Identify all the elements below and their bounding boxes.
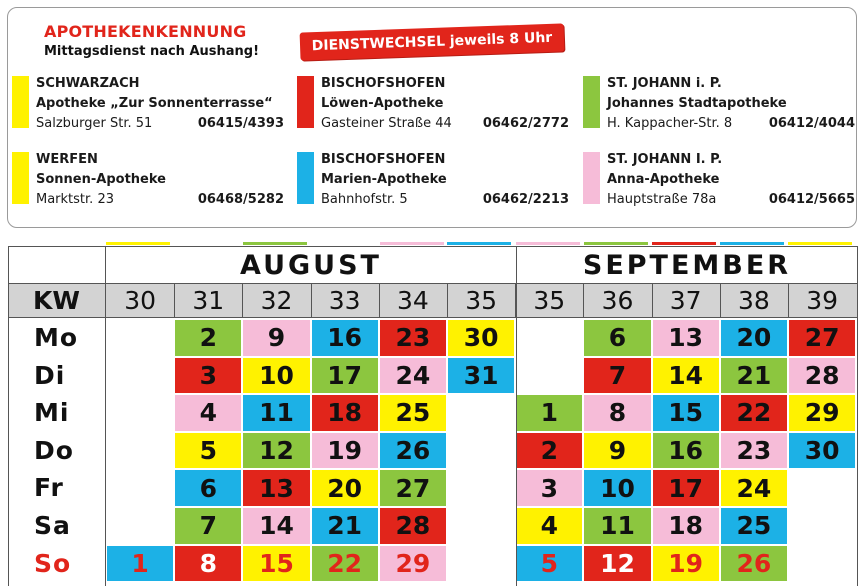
day-cell: 15	[653, 395, 719, 431]
day-cell: 14	[243, 508, 309, 544]
color-mark	[584, 242, 648, 245]
pharmacy-entry	[583, 72, 855, 132]
pharmacy-phone: 06412/4044	[768, 116, 855, 131]
day-cell: 11	[243, 395, 309, 431]
grid-line	[857, 246, 858, 586]
day-cell: 12	[584, 546, 650, 582]
day-cell: 28	[380, 508, 446, 544]
grid-line	[720, 283, 721, 318]
color-swatch	[297, 152, 314, 204]
grid-line	[652, 283, 653, 318]
pharmacy-street: H. Kappacher-Str. 8	[607, 116, 733, 131]
day-cell: 6	[175, 470, 241, 506]
pharmacy-name: Löwen-Apotheke	[321, 96, 444, 111]
color-mark	[380, 242, 444, 245]
pharmacy-name: Anna-Apotheke	[607, 172, 720, 187]
grid-line	[515, 283, 516, 318]
color-mark	[447, 242, 511, 245]
grid-line	[174, 283, 175, 318]
pharmacy-entry	[297, 72, 569, 132]
day-cell: 10	[584, 470, 650, 506]
day-cell: 17	[312, 358, 378, 394]
week-number: 35	[533, 286, 566, 315]
day-cell: 13	[653, 320, 719, 356]
pharmacy-city: BISCHOFSHOFEN	[321, 76, 446, 91]
day-cell: 19	[312, 433, 378, 469]
week-number: 38	[737, 286, 770, 315]
day-cell: 30	[789, 433, 855, 469]
day-cell: 11	[584, 508, 650, 544]
day-cell: 4	[516, 508, 582, 544]
week-number: 34	[396, 286, 429, 315]
day-cell: 7	[175, 508, 241, 544]
pharmacy-phone: 06468/5282	[197, 192, 284, 207]
day-cell: 29	[380, 546, 446, 582]
color-mark	[788, 242, 852, 245]
pharmacy-street: Bahnhofstr. 5	[321, 192, 408, 207]
day-cell: 1	[516, 395, 582, 431]
day-cell: 21	[721, 358, 787, 394]
day-cell: 16	[312, 320, 378, 356]
day-cell: 8	[584, 395, 650, 431]
week-number: 30	[124, 286, 156, 315]
weekday-label: So	[34, 548, 72, 578]
day-cell: 28	[789, 358, 855, 394]
day-cell: 18	[653, 508, 719, 544]
day-cell: 9	[584, 433, 650, 469]
pharmacy-phone: 06415/4393	[197, 116, 284, 131]
grid-line	[379, 283, 380, 318]
color-swatch	[583, 76, 600, 128]
day-cell: 18	[312, 395, 378, 431]
day-cell: 13	[243, 470, 309, 506]
duty-calendar	[0, 242, 865, 586]
day-cell: 12	[243, 433, 309, 469]
day-cell: 23	[380, 320, 446, 356]
day-cell: 27	[789, 320, 855, 356]
grid-line	[311, 283, 312, 318]
weekday-label: Sa	[34, 511, 71, 540]
day-cell: 31	[448, 358, 514, 394]
week-number: 39	[806, 286, 838, 315]
pharmacy-phone: 06462/2213	[482, 192, 569, 207]
weekday-label: Mi	[34, 398, 70, 428]
day-cell: 27	[380, 470, 446, 506]
pharmacy-name: Johannes Stadtapotheke	[607, 96, 787, 111]
day-cell: 1	[107, 546, 173, 582]
shift-change-banner: DIENSTWECHSEL jeweils 8 Uhr	[300, 23, 565, 60]
color-swatch	[297, 76, 314, 128]
pharmacy-city: ST. JOHANN i. P.	[607, 76, 722, 91]
week-number: 33	[328, 286, 361, 315]
grid-line	[788, 283, 789, 318]
color-mark	[243, 242, 307, 245]
pharmacy-city: SCHWARZACH	[36, 76, 140, 91]
weekday-label: Di	[34, 360, 66, 390]
pharmacy-legend	[7, 7, 857, 228]
day-cell: 30	[448, 320, 514, 356]
day-cell: 20	[312, 470, 378, 506]
day-cell: 3	[175, 358, 241, 394]
grid-line	[8, 283, 858, 284]
day-cell: 5	[175, 433, 241, 469]
week-label: KW	[33, 286, 80, 315]
pharmacy-city: BISCHOFSHOFEN	[321, 152, 446, 167]
pharmacy-phone: 06462/2772	[482, 116, 569, 131]
pharmacy-city: ST. JOHANN I. P.	[607, 152, 723, 167]
day-cell: 17	[653, 470, 719, 506]
day-cell: 3	[516, 470, 582, 506]
day-cell: 7	[584, 358, 650, 394]
legend-title: APOTHEKENKENNUNG	[44, 22, 247, 41]
pharmacy-name: Apotheke „Zur Sonnenterrasse“	[36, 96, 273, 111]
day-cell: 14	[653, 358, 719, 394]
color-swatch	[583, 152, 600, 204]
pharmacy-entry	[12, 148, 284, 208]
grid-line	[8, 246, 858, 247]
day-cell: 15	[243, 546, 309, 582]
day-cell: 26	[721, 546, 787, 582]
week-number: 35	[465, 286, 497, 315]
day-cell: 22	[312, 546, 378, 582]
day-cell: 16	[653, 433, 719, 469]
color-mark	[106, 242, 170, 245]
pharmacy-phone: 06412/5665	[768, 192, 855, 207]
grid-line	[447, 283, 448, 318]
week-number: 36	[601, 286, 634, 315]
pharmacy-entry	[583, 148, 855, 208]
day-cell: 2	[516, 433, 582, 469]
day-cell: 19	[653, 546, 719, 582]
grid-line	[583, 283, 584, 318]
day-cell: 20	[721, 320, 787, 356]
month-september: SEPTEMBER	[582, 249, 792, 281]
legend-subtitle: Mittagsdienst nach Aushang!	[44, 44, 260, 59]
day-cell: 23	[721, 433, 787, 469]
day-cell: 10	[243, 358, 309, 394]
color-swatch	[12, 76, 29, 128]
weekday-label: Mo	[34, 323, 79, 352]
day-cell: 25	[721, 508, 787, 544]
color-swatch	[12, 152, 29, 204]
day-cell: 24	[380, 358, 446, 394]
day-cell: 22	[721, 395, 787, 431]
day-cell: 25	[380, 395, 446, 431]
pharmacy-street: Salzburger Str. 51	[36, 116, 153, 131]
color-mark	[652, 242, 716, 245]
grid-line	[8, 317, 858, 318]
pharmacy-street: Gasteiner Straße 44	[321, 116, 452, 131]
pharmacy-name: Marien-Apotheke	[321, 172, 447, 187]
day-cell: 8	[175, 546, 241, 582]
color-mark	[720, 242, 784, 245]
grid-line	[242, 283, 243, 318]
week-number: 37	[669, 286, 702, 315]
pharmacy-street: Marktstr. 23	[36, 192, 114, 207]
pharmacy-street: Hauptstraße 78a	[607, 192, 717, 207]
grid-line	[8, 246, 9, 586]
day-cell: 21	[312, 508, 378, 544]
week-number: 32	[260, 286, 293, 315]
day-cell: 26	[380, 433, 446, 469]
day-cell: 9	[243, 320, 309, 356]
day-cell: 29	[789, 395, 855, 431]
color-mark	[516, 242, 580, 245]
month-august: AUGUST	[240, 249, 382, 281]
pharmacy-city: WERFEN	[36, 152, 98, 167]
day-cell: 5	[516, 546, 582, 582]
day-cell: 2	[175, 320, 241, 356]
pharmacy-name: Sonnen-Apotheke	[36, 172, 166, 187]
grid-line	[105, 246, 106, 586]
pharmacy-entry	[12, 72, 284, 132]
pharmacy-entry	[297, 148, 569, 208]
day-cell: 24	[721, 470, 787, 506]
weekday-label: Fr	[34, 473, 64, 503]
day-cell: 6	[584, 320, 650, 356]
day-cell: 4	[175, 395, 241, 431]
week-number: 31	[192, 286, 225, 315]
weekday-label: Do	[34, 435, 74, 465]
